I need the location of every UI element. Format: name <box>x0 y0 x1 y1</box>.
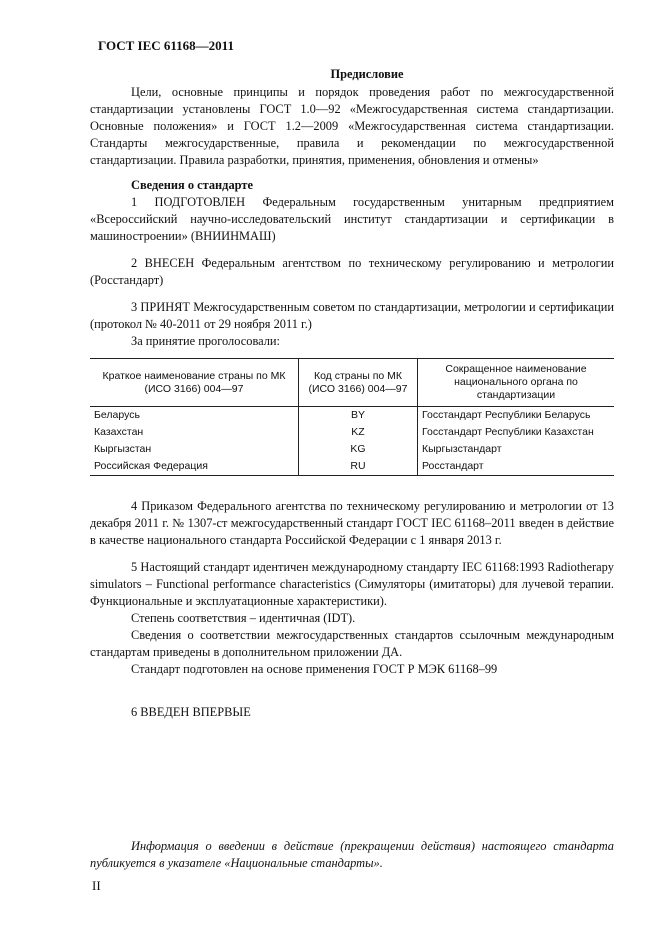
about-item-3: 3 ПРИНЯТ Межгосударственным советом по стандартизации, метрологии и сертификации (протокол № 40-2011 от 29 ноября 2011 г.) <box>90 300 614 331</box>
about-item-2: 2 ВНЕСЕН Федеральным агентством по техническому регулированию и метрологии (Росстандарт) <box>90 256 614 287</box>
table-header-row <box>90 359 614 407</box>
cell-country: Кыргызстан <box>94 442 152 455</box>
conformity-degree: Степень соответствия – идентичная (IDT). <box>131 611 356 625</box>
document-body <box>90 66 614 721</box>
about-item-4: 4 Приказом Федерального агентства по техническому регулированию и метрологии от 13 декабря 2011 г. № 1307-ст межгосударственный стандарт ГОСТ IEC 61168–2011 введен в действие в качестве национального стандарта Российской Федерации с 1 января 2013 г. <box>90 499 614 547</box>
cell-body: Госстандарт Республики Казахстан <box>422 425 594 438</box>
header-country: Краткое наименование страны по МК (ИСО 3166) 004—97 <box>90 359 299 407</box>
cell-body: Росстандарт <box>418 458 615 476</box>
cell-country: Беларусь <box>94 408 140 421</box>
cell-body: Госстандарт Республики Беларусь <box>422 408 591 421</box>
cell-code: KG <box>299 441 418 458</box>
page-number: II <box>92 878 101 893</box>
document-header: ГОСТ IEC 61168—2011 <box>98 38 234 53</box>
preface-intro: Цели, основные принципы и порядок проведения работ по межгосударственной стандартизации установлены ГОСТ 1.0—92 «Межгосударственная система стандартизации. Основные положения» и ГОСТ 1.2—2009 «Межгосударственная система стандартизации. Стандарты межгосударственные, правила и рекомендации по межгосударственной стандартизации. Правила разработки, принятия, применения, обновления и отмены» <box>90 85 614 167</box>
table-row <box>90 424 614 441</box>
about-item-6: 6 ВВЕДЕН ВПЕРВЫЕ <box>131 705 251 719</box>
voted-label: За принятие проголосовали: <box>131 334 280 348</box>
cell-body: Кыргызстандарт <box>422 442 502 455</box>
cell-code: BY <box>299 407 418 425</box>
cell-country: Казахстан <box>94 425 144 438</box>
cell-country: Российская Федерация <box>90 458 299 476</box>
header-code: Код страны по МК (ИСО 3166) 004—97 <box>299 359 418 407</box>
cell-code: KZ <box>299 424 418 441</box>
table-row <box>90 441 614 458</box>
references-info: Сведения о соответствии межгосударственных стандартов ссылочным международным стандартам приведены в дополнительном приложении ДА. <box>90 628 614 659</box>
about-item-5: 5 Настоящий стандарт идентичен международному стандарту IEC 61168:1993 Radiotherapy simulators – Functional performance characteristics (Симуляторы (имитаторы) для лучевой терапии. Функциональные и эксплуатационные характеристики). <box>90 560 614 608</box>
about-item-1: 1 ПОДГОТОВЛЕН Федеральным государственным унитарным предприятием «Всероссийский научно-исследовательский институт стандартизации и сертификации в машиностроении» (ВНИИНМАШ) <box>90 195 614 243</box>
table-row <box>90 458 614 476</box>
table-row <box>90 407 614 425</box>
basis-info: Стандарт подготовлен на основе применения ГОСТ Р МЭК 61168–99 <box>131 662 498 676</box>
header-body: Сокращенное наименование национального органа по стандартизации <box>418 359 615 407</box>
publication-note: Информация о введении в действие (прекращении действия) настоящего стандарта публикуется в указателе «Национальные стандарты». <box>90 839 614 870</box>
preface-title: Предисловие <box>330 67 404 81</box>
member-states-table <box>90 358 614 476</box>
about-heading: Сведения о стандарте <box>131 178 253 192</box>
cell-code: RU <box>299 458 418 476</box>
